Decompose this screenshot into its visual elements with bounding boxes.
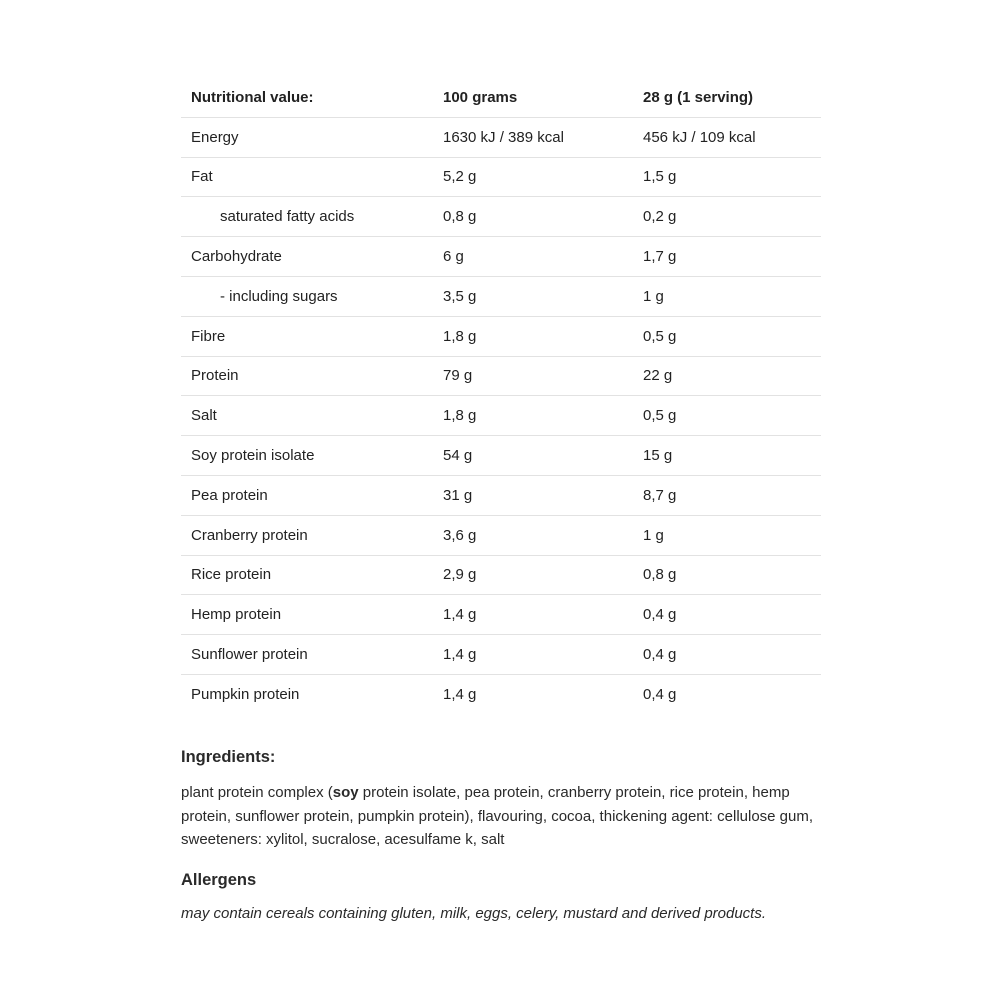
allergens-text: may contain cereals containing gluten, milk, eggs, celery, mustard and derived products. [181,905,767,922]
per-serving-cell: 15 g [633,436,821,476]
nutrient-name-cell: Carbohydrate [181,237,433,277]
nutrient-name-cell: - including sugars [181,276,433,316]
ingredients-text [181,781,821,852]
header-serving: 28 g (1 serving) [633,78,821,117]
allergens-title: Allergens [181,871,257,889]
per-100g-cell: 2,9 g [433,555,633,595]
per-serving-cell: 1,5 g [633,157,821,197]
nutrient-name-cell: Fibre [181,316,433,356]
per-serving-cell: 1 g [633,276,821,316]
per-100g-cell: 0,8 g [433,197,633,237]
nutrient-name-cell: Rice protein [181,555,433,595]
table-row [181,595,821,635]
per-serving-cell: 0,2 g [633,197,821,237]
per-serving-cell: 0,4 g [633,595,821,635]
table-row [181,396,821,436]
table-row [181,515,821,555]
nutrient-name-cell: Energy [181,117,433,157]
per-100g-cell: 1,8 g [433,316,633,356]
per-100g-cell: 5,2 g [433,157,633,197]
nutrient-name-cell: Protein [181,356,433,396]
per-serving-cell: 0,8 g [633,555,821,595]
table-row [181,436,821,476]
per-100g-cell: 1,8 g [433,396,633,436]
per-100g-cell: 3,5 g [433,276,633,316]
nutrient-name-cell: Hemp protein [181,595,433,635]
nutrient-name-cell: Cranberry protein [181,515,433,555]
table-header-row [181,78,821,117]
table-row [181,157,821,197]
per-serving-cell: 1 g [633,515,821,555]
table-row [181,197,821,237]
nutrient-name-cell: Fat [181,157,433,197]
nutrition-table [181,78,821,714]
per-serving-cell: 1,7 g [633,237,821,277]
table-row [181,635,821,675]
header-100-grams: 100 grams [433,78,633,117]
table-row [181,316,821,356]
table-row [181,674,821,713]
ingredients-prefix: plant protein complex ( [181,784,333,801]
table-row [181,356,821,396]
nutrient-name-cell: Sunflower protein [181,635,433,675]
per-serving-cell: 8,7 g [633,475,821,515]
table-body [181,117,821,713]
nutrient-name-cell: saturated fatty acids [181,197,433,237]
ingredients-bold: soy [332,784,359,801]
table-row [181,276,821,316]
table-row [181,555,821,595]
per-100g-cell: 3,6 g [433,515,633,555]
per-100g-cell: 6 g [433,237,633,277]
per-serving-cell: 456 kJ / 109 kcal [633,117,821,157]
nutrient-name-cell: Pumpkin protein [191,685,300,703]
nutrient-name-cell: Salt [181,396,433,436]
per-serving-cell: 0,4 g [633,635,821,675]
per-100g-cell: 1630 kJ / 389 kcal [433,117,633,157]
per-100g-cell: 31 g [433,475,633,515]
per-100g-cell: 79 g [433,356,633,396]
table-row [181,475,821,515]
per-serving-cell: 0,4 g [643,685,677,703]
nutrient-name-cell: Pea protein [181,475,433,515]
per-100g-cell: 1,4 g [443,685,477,703]
per-serving-cell: 0,5 g [633,316,821,356]
ingredients-title: Ingredients: [181,748,276,766]
ingredients-suffix: protein isolate, pea protein, cranberry protein, rice protein, hemp protein, sunflower protein, pumpkin protein), flavouring, cocoa, thickening agent: cellulose gum, sweeteners: xylitol, sucralose, acesulfame k, salt [181,784,814,848]
header-nutritional-value: Nutritional value: [181,78,433,117]
table-row [181,117,821,157]
per-serving-cell: 0,5 g [633,396,821,436]
per-100g-cell: 1,4 g [433,635,633,675]
per-100g-cell: 54 g [433,436,633,476]
per-100g-cell: 1,4 g [433,595,633,635]
per-serving-cell: 22 g [633,356,821,396]
nutrient-name-cell: Soy protein isolate [181,436,433,476]
table-row [181,237,821,277]
